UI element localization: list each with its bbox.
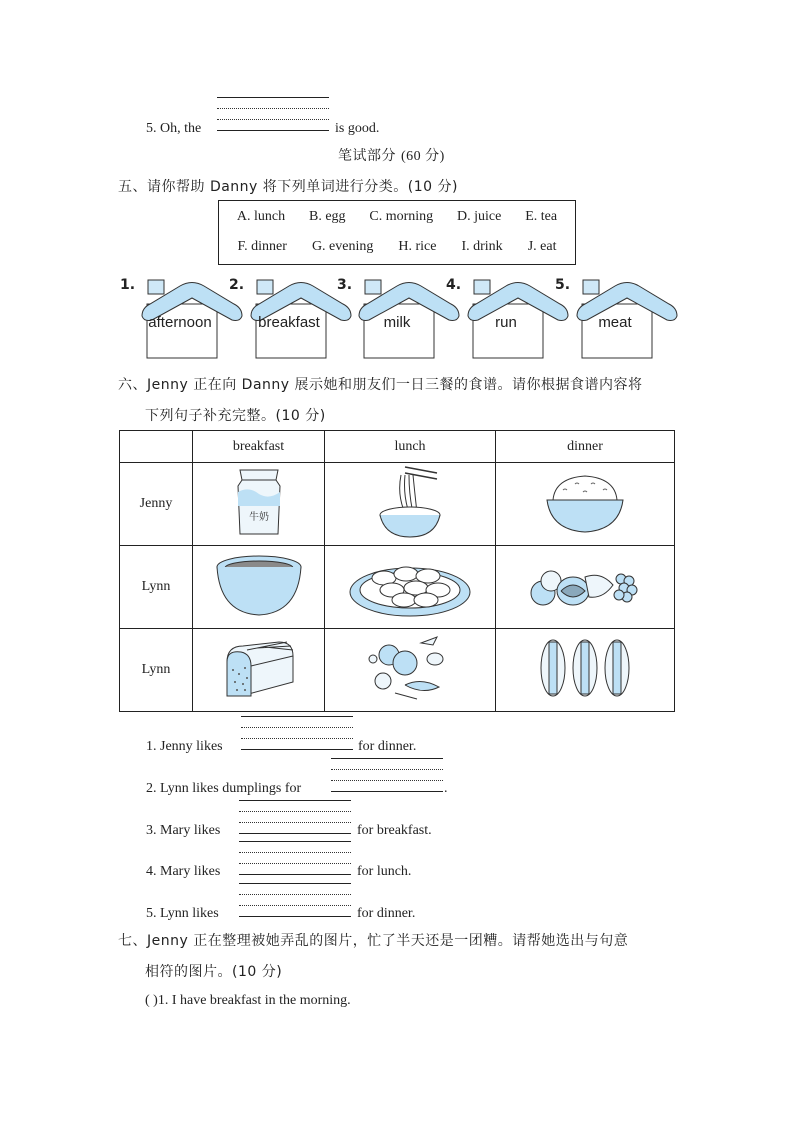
answer-line-s5[interactable] xyxy=(239,883,351,917)
cell-porridge xyxy=(193,546,325,629)
sentence-1-prefix: 1. Jenny likes xyxy=(146,739,223,754)
sentence-3-suffix: for breakfast. xyxy=(357,823,432,838)
word-h: H. rice xyxy=(398,239,437,254)
row-name: Lynn xyxy=(120,629,193,712)
row-name: Lynn xyxy=(120,546,193,629)
section6-title-line2: 下列句子补充完整。(10 分) xyxy=(145,408,326,424)
row-name: Jenny xyxy=(120,463,193,546)
cell-vegetables xyxy=(325,629,496,712)
section7-title-line2: 相符的图片。(10 分) xyxy=(145,964,283,980)
sandwiches-icon xyxy=(537,636,633,700)
meal-table xyxy=(119,430,675,712)
sentence-4-suffix: for lunch. xyxy=(357,864,412,879)
house-5[interactable] xyxy=(555,277,679,360)
answer-line-s1[interactable] xyxy=(241,716,353,750)
listening-q5-prefix: 5. Oh, the xyxy=(146,121,202,136)
written-section-heading xyxy=(338,145,445,165)
word-bank xyxy=(218,200,576,265)
word-i: I. drink xyxy=(461,239,503,254)
noodles-icon xyxy=(375,465,445,539)
cell-milk xyxy=(193,463,325,546)
sentence-5-prefix: 5. Lynn likes xyxy=(146,906,219,921)
section7-q1[interactable]: ( )1. I have breakfast in the morning. xyxy=(145,993,351,1008)
answer-line-s2[interactable] xyxy=(331,758,443,792)
sentence-4-prefix: 4. Mary likes xyxy=(146,864,221,879)
word-f: F. dinner xyxy=(237,239,287,254)
cell-bread xyxy=(193,629,325,712)
word-a: A. lunch xyxy=(236,209,286,224)
cell-sandwiches xyxy=(496,629,675,712)
word-e: E. tea xyxy=(525,209,558,224)
section5-title: 五、请你帮助 Danny 将下列单词进行分类。(10 分) xyxy=(118,179,458,195)
cell-rice xyxy=(496,463,675,546)
listening-q5-suffix: is good. xyxy=(335,121,380,136)
house-number: 2. xyxy=(229,277,245,293)
milk-label: 牛奶 xyxy=(248,511,269,523)
cell-dumplings xyxy=(325,546,496,629)
cell-fruit xyxy=(496,546,675,629)
vegetables-icon xyxy=(365,633,455,703)
written-section-title: 笔试部分 xyxy=(338,148,396,164)
sentence-5-suffix: for dinner. xyxy=(357,906,416,921)
word-b: B. egg xyxy=(308,209,346,224)
house-number: 4. xyxy=(446,277,462,293)
porridge-bowl-icon xyxy=(214,553,304,617)
dumplings-plate-icon xyxy=(348,552,472,618)
word-g: G. evening xyxy=(311,239,374,254)
written-section-points: (60 分) xyxy=(400,149,445,164)
word-d: D. juice xyxy=(457,209,502,224)
house-word: milk xyxy=(383,314,411,331)
table-row xyxy=(120,463,675,546)
table-corner xyxy=(120,431,193,463)
house-number: 5. xyxy=(555,277,571,293)
sentence-1-suffix: for dinner. xyxy=(358,739,417,754)
answer-line-listening-5[interactable] xyxy=(217,97,329,131)
section6-title-line1: 六、Jenny 正在向 Danny 展示她和朋友们一日三餐的食谱。请你根据食谱内容将 xyxy=(118,377,643,393)
answer-line-s4[interactable] xyxy=(239,841,351,875)
house-word: run xyxy=(495,314,517,331)
fruit-icon xyxy=(529,561,641,609)
word-c: C. morning xyxy=(369,209,434,224)
header-dinner: dinner xyxy=(496,431,675,463)
sentence-2-suffix: . xyxy=(444,781,448,796)
house-number: 1. xyxy=(120,277,136,293)
cell-noodles xyxy=(325,463,496,546)
sentence-2-prefix: 2. Lynn likes dumplings for xyxy=(146,781,302,796)
house-word: breakfast xyxy=(258,314,320,331)
header-breakfast: breakfast xyxy=(193,431,325,463)
table-row xyxy=(120,629,675,712)
house-word: meat xyxy=(598,314,632,331)
house-number: 3. xyxy=(337,277,353,293)
section7-title-line1: 七、Jenny 正在整理被她弄乱的图片，忙了半天还是一团糟。请帮她选出与句意 xyxy=(118,933,629,949)
sentence-3-prefix: 3. Mary likes xyxy=(146,823,221,838)
rice-bowl-icon xyxy=(545,470,625,534)
table-row xyxy=(120,546,675,629)
word-j: J. eat xyxy=(527,239,557,254)
house-word: afternoon xyxy=(148,314,212,331)
header-lunch: lunch xyxy=(325,431,496,463)
milk-bag-icon xyxy=(234,466,284,538)
bread-icon xyxy=(221,638,297,698)
answer-line-s3[interactable] xyxy=(239,800,351,834)
